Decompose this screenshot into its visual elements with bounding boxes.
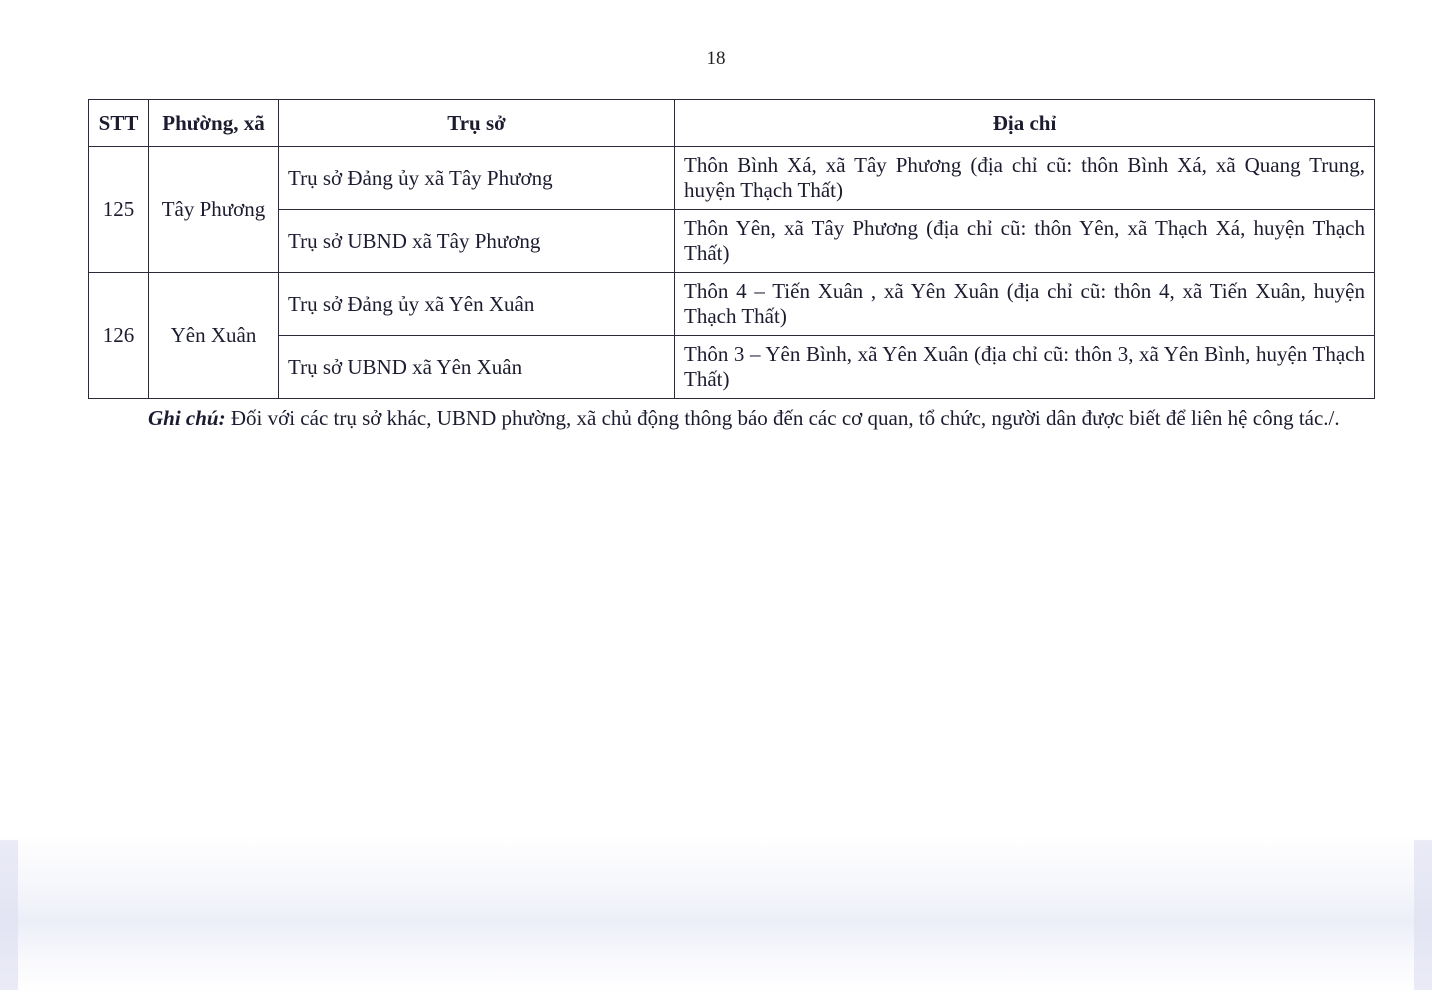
- address-cell: Thôn 3 – Yên Bình, xã Yên Xuân (địa chỉ cũ: thôn 3, xã Yên Bình, huyện Thạch Thất): [675, 336, 1375, 399]
- table-row: [89, 336, 1375, 399]
- header-address: Địa chỉ: [675, 100, 1375, 147]
- headquarters-table: [88, 99, 1375, 399]
- page-number: 18: [706, 48, 726, 69]
- address-cell: Thôn Bình Xá, xã Tây Phương (địa chỉ cũ: thôn Bình Xá, xã Quang Trung, huyện Thạch Thất): [675, 147, 1375, 210]
- office-cell: Trụ sở UBND xã Tây Phương: [279, 210, 675, 273]
- footnote-text: Đối với các trụ sở khác, UBND phường, xã chủ động thông báo đến các cơ quan, tổ chức, người dân được biết để liên hệ công tác./.: [225, 406, 1340, 430]
- ward-cell: Yên Xuân: [149, 273, 279, 399]
- ward-cell: Tây Phương: [149, 147, 279, 273]
- scan-edge-right-decoration: [1414, 840, 1432, 990]
- table-row: [89, 273, 1375, 336]
- footnote: [88, 404, 1342, 432]
- footnote-label: Ghi chú:: [148, 406, 226, 430]
- office-cell: Trụ sở Đảng ủy xã Tây Phương: [279, 147, 675, 210]
- header-stt: STT: [89, 100, 149, 147]
- office-cell: Trụ sở UBND xã Yên Xuân: [279, 336, 675, 399]
- scan-shadow-decoration: [0, 835, 1432, 995]
- header-office: Trụ sở: [279, 100, 675, 147]
- table-header-row: [89, 100, 1375, 147]
- stt-cell: 125: [89, 147, 149, 273]
- table-row: [89, 210, 1375, 273]
- stt-cell: 126: [89, 273, 149, 399]
- header-ward: Phường, xã: [149, 100, 279, 147]
- office-cell: Trụ sở Đảng ủy xã Yên Xuân: [279, 273, 675, 336]
- table-row: [89, 147, 1375, 210]
- address-cell: Thôn Yên, xã Tây Phương (địa chỉ cũ: thôn Yên, xã Thạch Xá, huyện Thạch Thất): [675, 210, 1375, 273]
- address-cell: Thôn 4 – Tiến Xuân , xã Yên Xuân (địa chỉ cũ: thôn 4, xã Tiến Xuân, huyện Thạch Thất): [675, 273, 1375, 336]
- scan-edge-left-decoration: [0, 840, 18, 990]
